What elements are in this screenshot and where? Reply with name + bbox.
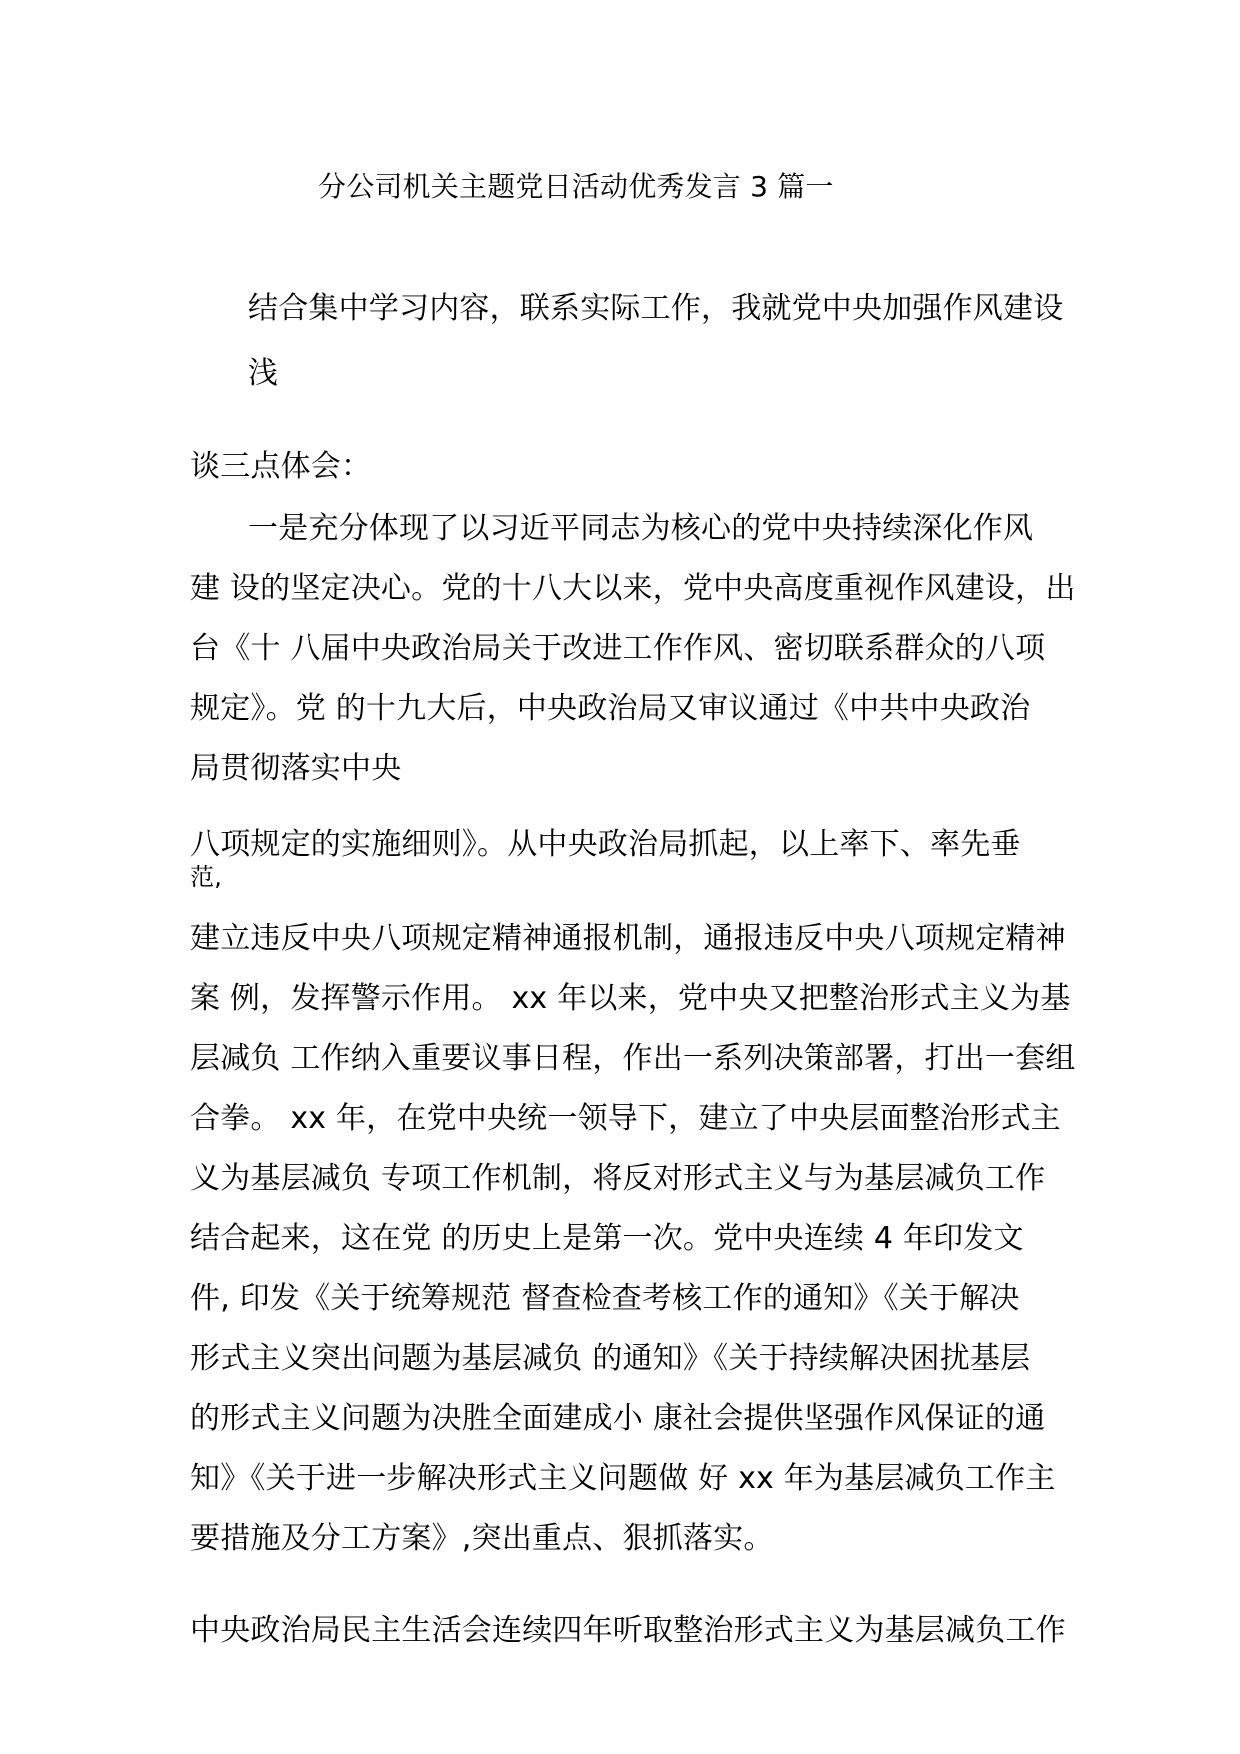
text-line: 范, [190,863,223,891]
text-line: 案 例，发挥警示作用。 xx 年以来，党中央又把整治形式主义为基 [190,981,1071,1016]
text-line: 中央政治局民主生活会连续四年听取整治形式主义为基层减负工作 [190,1613,1066,1648]
document-title: 分公司机关主题党日活动优秀发言 3 篇一 [318,170,834,203]
text-line: 台《十 八届中央政治局关于改进工作作风、密切联系群众的八项 [190,631,1046,666]
text-line: 层减负 工作纳入重要议事日程，作出一系列决策部署，打出一套组 [190,1041,1076,1076]
text-line: 结合起来，这在党 的历史上是第一次。党中央连续 4 年印发文 [190,1221,1024,1256]
text-line: 合拳。 xx 年，在党中央统一领导下，建立了中央层面整治形式主 [190,1101,1061,1136]
text-line: 知》《关于进一步解决形式主义问题做 好 xx 年为基层减负工作主 [190,1461,1056,1496]
text-line: 八项规定的实施细则》。从中央政治局抓起，以上率下、率先垂 [190,827,1021,862]
text-line: 形式主义突出问题为基层减负 的通知》《关于持续解决困扰基层 [190,1341,1031,1376]
text-line: 义为基层减负 专项工作机制，将反对形式主义与为基层减负工作 [190,1161,1046,1196]
text-line: 一是充分体现了以习近平同志为核心的党中央持续深化作风 [248,511,1034,546]
text-line: 谈三点体会： [190,449,372,484]
text-line: 要措施及分工方案》,突出重点、狠抓落实。 [190,1521,774,1556]
text-line: 件, 印发《关于统筹规范 督查检查考核工作的通知》《关于解决 [190,1281,1020,1316]
text-line: 建 设的坚定决心。党的十八大以来，党中央高度重视作风建设，出 [190,571,1076,606]
text-line: 的形式主义问题为决胜全面建成小 康社会提供坚强作风保证的通 [190,1401,1046,1436]
text-line: 局贯彻落实中央 [190,751,402,786]
text-line: 结合集中学习内容，联系实际工作，我就党中央加强作风建设 [248,291,1064,326]
text-line: 建立违反中央八项规定精神通报机制，通报违反中央八项规定精神 [190,921,1066,956]
text-line: 浅 [248,356,279,391]
text-line: 规定》。党 的十九大后，中央政治局又审议通过《中共中央政治 [190,691,1031,726]
